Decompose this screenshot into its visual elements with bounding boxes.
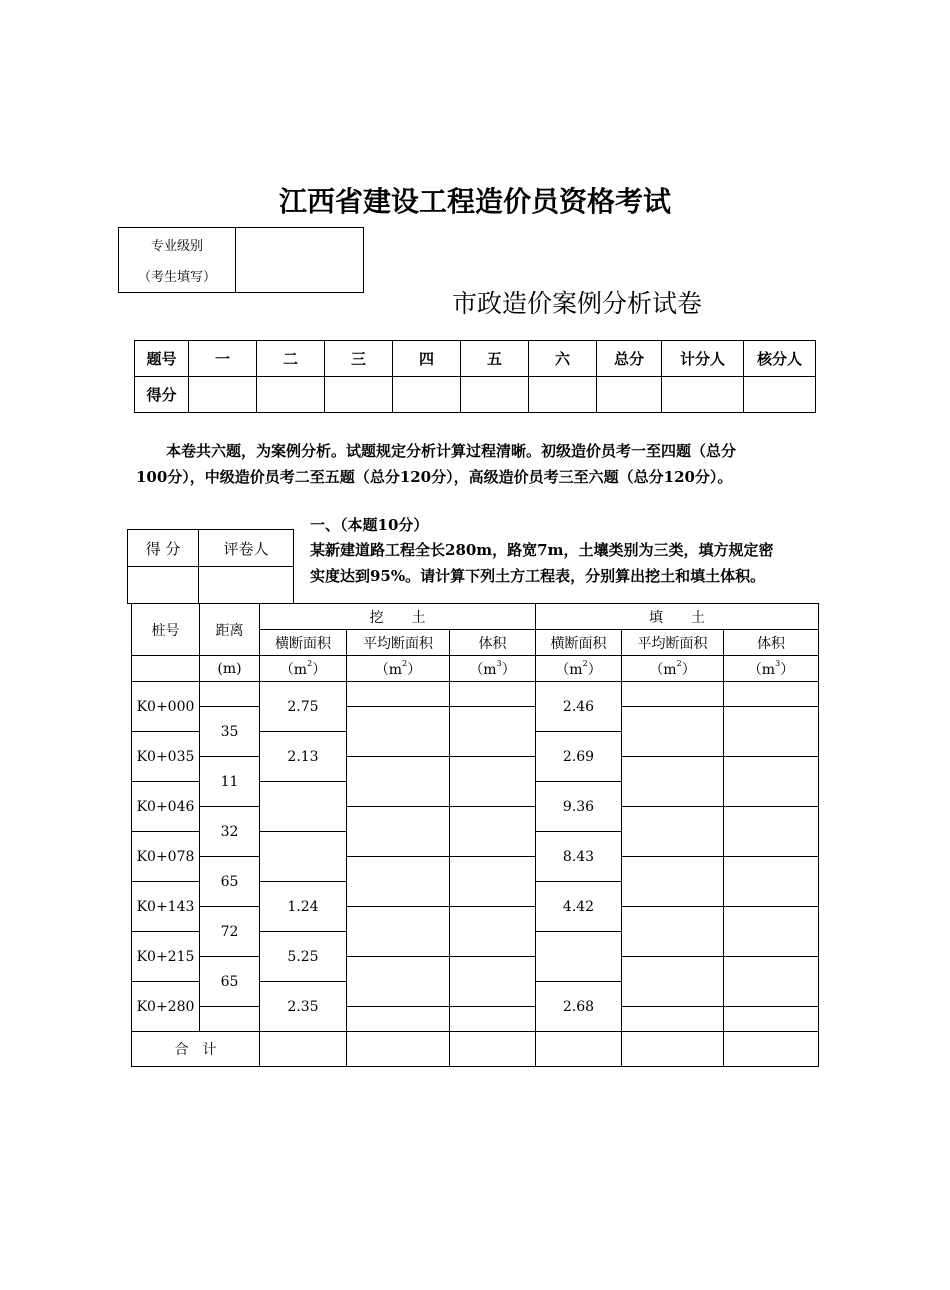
paper-subtitle: 市政造价案例分析试卷 [452, 289, 703, 318]
instructions [136, 438, 818, 490]
score-value-row [135, 377, 816, 413]
fill-avg-area-cell[interactable] [622, 957, 724, 1007]
fill-cross-area-cell: 9.36 [536, 782, 622, 832]
col-header-volume: 体积 [450, 630, 536, 656]
question-heading: 一、（本题10分） [310, 516, 429, 534]
cut-volume-cell[interactable] [450, 857, 536, 907]
station-cell: K0+215 [132, 932, 200, 982]
total-cell[interactable] [622, 1032, 724, 1067]
fill-cross-area-cell: 2.69 [536, 732, 622, 782]
earthwork-body [132, 682, 819, 1032]
distance-cell: 35 [200, 707, 260, 757]
table-row [132, 707, 819, 732]
total-cell[interactable] [536, 1032, 622, 1067]
col-header-volume: 体积 [724, 630, 819, 656]
question-text [310, 537, 818, 589]
cut-cross-area-cell: 1.24 [260, 882, 347, 932]
score-header-cell: 题号 [135, 341, 189, 377]
cut-avg-area-cell[interactable] [347, 1007, 450, 1032]
score-header-cell: 五 [461, 341, 529, 377]
cut-cross-area-cell: 2.13 [260, 732, 347, 782]
level-note: （考生填写） [137, 270, 216, 285]
distance-cell: 65 [200, 857, 260, 907]
station-cell: K0+078 [132, 832, 200, 882]
cut-volume-cell[interactable] [450, 807, 536, 857]
fill-volume-cell[interactable] [724, 1007, 819, 1032]
cut-avg-area-cell[interactable] [347, 907, 450, 957]
fill-avg-area-cell[interactable] [622, 907, 724, 957]
score-input-cell[interactable] [393, 377, 461, 413]
fill-cross-area-cell [536, 932, 622, 982]
level-label: 专业级别 [150, 239, 203, 254]
score-input-cell[interactable] [128, 567, 199, 604]
table-row [132, 682, 819, 707]
cut-cross-area-cell: 2.75 [260, 682, 347, 732]
score-input-cell[interactable] [257, 377, 325, 413]
cut-avg-area-cell[interactable] [347, 957, 450, 1007]
station-cell: K0+046 [132, 782, 200, 832]
score-input-cell[interactable] [662, 377, 744, 413]
distance-cell [200, 1007, 260, 1032]
cut-volume-cell[interactable] [450, 907, 536, 957]
unit-cell: $(m^3)$ [450, 656, 536, 682]
earthwork-table [131, 603, 819, 1067]
unit-cell: (m) [200, 656, 260, 682]
station-cell: K0+035 [132, 732, 200, 782]
score-input-cell[interactable] [597, 377, 662, 413]
fill-avg-area-cell[interactable] [622, 707, 724, 757]
cut-avg-area-cell[interactable] [347, 757, 450, 807]
col-header-station: 桩号 [132, 604, 200, 656]
total-cell[interactable] [724, 1032, 819, 1067]
score-row-label: 得分 [135, 377, 189, 413]
score-header-cell: 三 [325, 341, 393, 377]
fill-volume-cell[interactable] [724, 957, 819, 1007]
unit-cell: $(m^3)$ [724, 656, 819, 682]
table-unit-row [132, 656, 819, 682]
score-input-cell[interactable] [189, 377, 257, 413]
total-row [132, 1032, 819, 1067]
score-header-row [135, 341, 816, 377]
grader-input-cell[interactable] [199, 567, 294, 604]
total-label: 合 计 [132, 1032, 260, 1067]
distance-cell: 11 [200, 757, 260, 807]
fill-avg-area-cell[interactable] [622, 682, 724, 707]
cut-volume-cell[interactable] [450, 707, 536, 757]
fill-volume-cell[interactable] [724, 757, 819, 807]
instructions-line: 本卷共六题，为案例分析。试题规定分析计算过程清晰。初级造价员考一至四题（总分 [166, 442, 737, 460]
score-header-cell: 二 [257, 341, 325, 377]
cut-volume-cell[interactable] [450, 682, 536, 707]
fill-cross-area-cell: 8.43 [536, 832, 622, 882]
distance-cell: 72 [200, 907, 260, 957]
total-cell[interactable] [260, 1032, 347, 1067]
table-header-row [132, 604, 819, 630]
total-cell[interactable] [347, 1032, 450, 1067]
fill-cross-area-cell: 2.46 [536, 682, 622, 732]
fill-avg-area-cell[interactable] [622, 857, 724, 907]
table-row [132, 907, 819, 932]
table-row [132, 957, 819, 982]
col-header-distance: 距离 [200, 604, 260, 656]
unit-cell: $(m^2)$ [622, 656, 724, 682]
fill-volume-cell[interactable] [724, 907, 819, 957]
col-header-cross-area: 横断面积 [536, 630, 622, 656]
grader-box [127, 529, 294, 604]
station-cell: K0+000 [132, 682, 200, 732]
station-cell: K0+143 [132, 882, 200, 932]
score-summary-table [134, 340, 816, 413]
cut-avg-area-cell[interactable] [347, 682, 450, 707]
col-header-cross-area: 横断面积 [260, 630, 347, 656]
level-label-cell [119, 228, 236, 293]
fill-avg-area-cell[interactable] [622, 757, 724, 807]
fill-avg-area-cell[interactable] [622, 1007, 724, 1032]
total-cell[interactable] [450, 1032, 536, 1067]
level-box [118, 227, 364, 293]
distance-cell: 65 [200, 957, 260, 1007]
cut-cross-area-cell [260, 782, 347, 832]
cut-cross-area-cell: 2.35 [260, 982, 347, 1032]
table-row [132, 857, 819, 882]
table-row [132, 757, 819, 782]
score-header-cell: 四 [393, 341, 461, 377]
unit-cell: $(m^2)$ [347, 656, 450, 682]
fill-cross-area-cell: 2.68 [536, 982, 622, 1032]
distance-cell [200, 682, 260, 707]
station-cell: K0+280 [132, 982, 200, 1032]
fill-cross-area-cell: 4.42 [536, 882, 622, 932]
table-row [132, 807, 819, 832]
question-line: 实度达到95%。请计算下列土方工程表，分别算出挖土和填土体积。 [310, 567, 766, 585]
fill-volume-cell[interactable] [724, 707, 819, 757]
score-header-cell: 核分人 [744, 341, 816, 377]
fill-volume-cell[interactable] [724, 807, 819, 857]
fill-volume-cell[interactable] [724, 857, 819, 907]
instructions-line: 100分），中级造价员考二至五题（总分120分），高级造价员考三至六题（总分120分）。 [136, 468, 733, 486]
cut-cross-area-cell: 5.25 [260, 932, 347, 982]
col-header-fill: 填 土 [536, 604, 819, 630]
fill-avg-area-cell[interactable] [622, 807, 724, 857]
unit-cell: $(m^2)$ [260, 656, 347, 682]
cut-avg-area-cell[interactable] [347, 807, 450, 857]
question-line: 某新建道路工程全长280m，路宽7m，土壤类别为三类，填方规定密 [310, 541, 774, 559]
cut-volume-cell[interactable] [450, 757, 536, 807]
score-header-cell: 计分人 [662, 341, 744, 377]
cut-volume-cell[interactable] [450, 1007, 536, 1032]
col-header-avg-area: 平均断面积 [347, 630, 450, 656]
score-header-cell: 总分 [597, 341, 662, 377]
score-label: 得 分 [128, 530, 199, 567]
exam-title: 江西省建设工程造价员资格考试 [278, 185, 671, 218]
score-input-cell[interactable] [529, 377, 597, 413]
cut-volume-cell[interactable] [450, 957, 536, 1007]
score-input-cell[interactable] [744, 377, 816, 413]
score-input-cell[interactable] [325, 377, 393, 413]
unit-cell [132, 656, 200, 682]
score-input-cell[interactable] [461, 377, 529, 413]
fill-volume-cell[interactable] [724, 682, 819, 707]
cut-avg-area-cell[interactable] [347, 857, 450, 907]
grader-label: 评卷人 [199, 530, 294, 567]
level-input-cell[interactable] [236, 228, 364, 293]
unit-cell: $(m^2)$ [536, 656, 622, 682]
table-row [132, 1007, 819, 1032]
col-header-cut: 挖 土 [260, 604, 536, 630]
cut-cross-area-cell [260, 832, 347, 882]
score-header-cell: 一 [189, 341, 257, 377]
col-header-avg-area: 平均断面积 [622, 630, 724, 656]
score-header-cell: 六 [529, 341, 597, 377]
cut-avg-area-cell[interactable] [347, 707, 450, 757]
distance-cell: 32 [200, 807, 260, 857]
